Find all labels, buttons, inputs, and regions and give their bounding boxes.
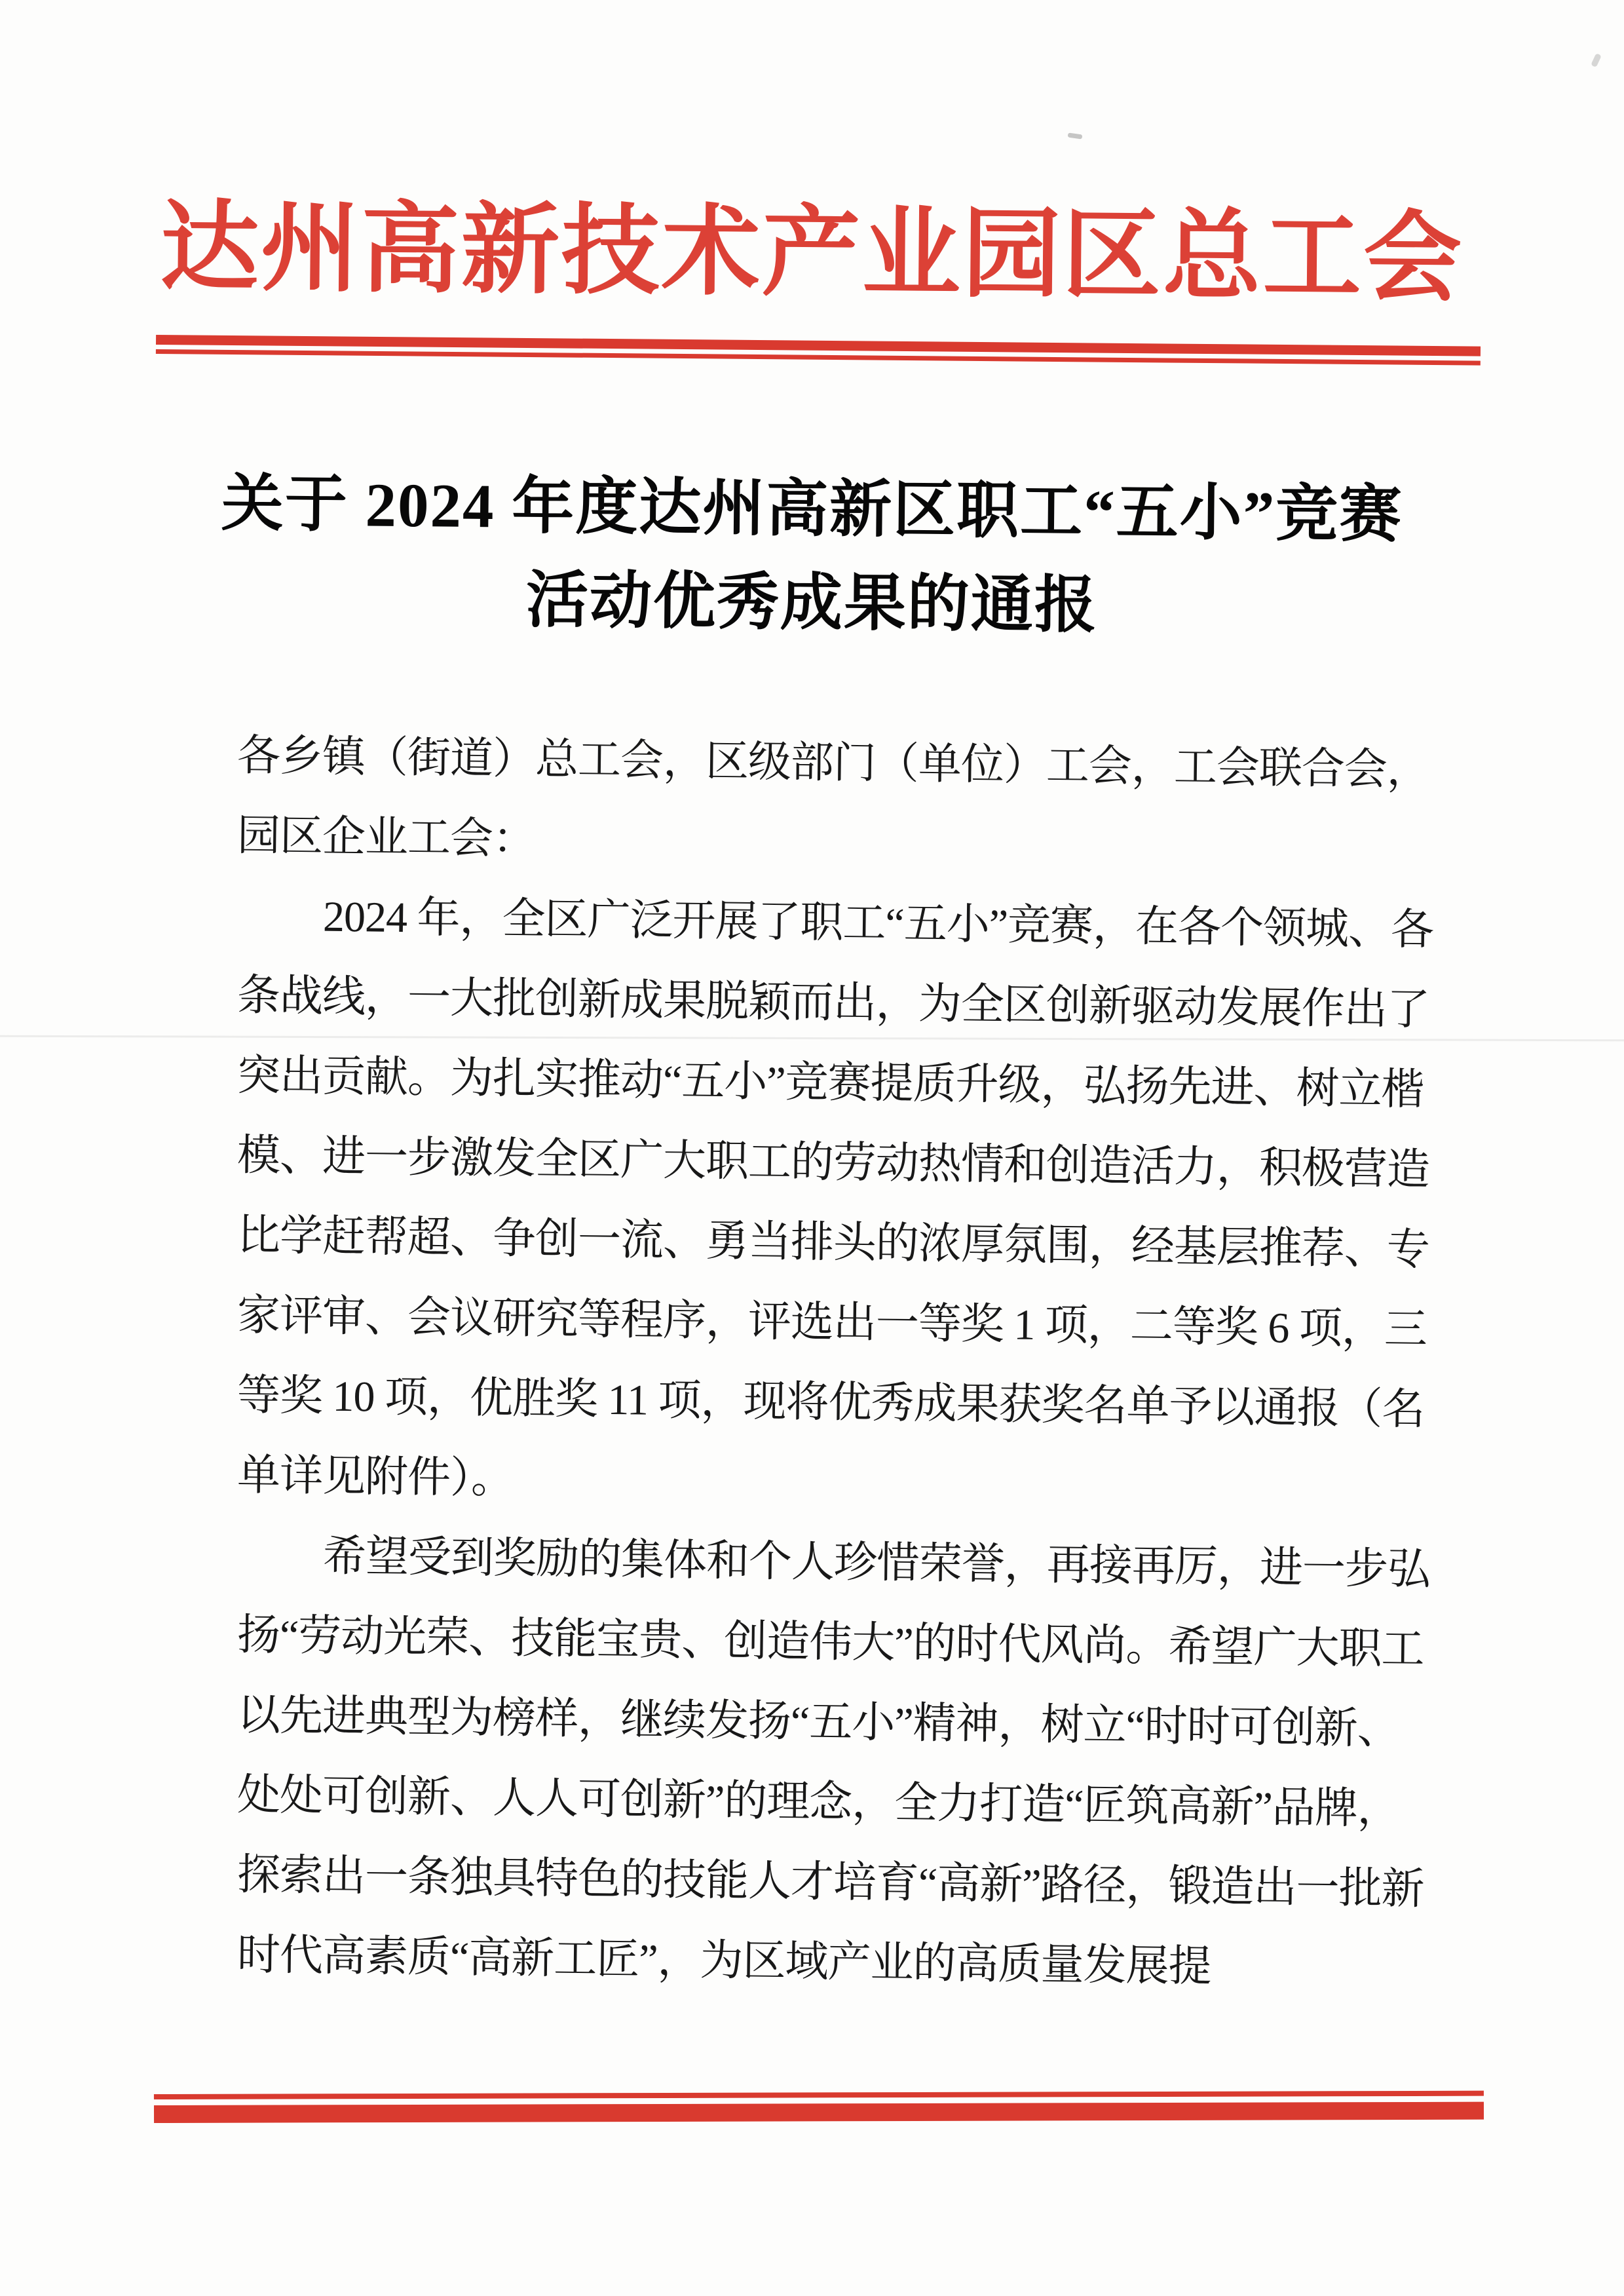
body-line: 园区企业工会： xyxy=(236,812,536,864)
notice-title-line2: 活动优秀成果的通报 xyxy=(525,565,1099,641)
rule-bar-thick xyxy=(154,2102,1484,2123)
scan-speck xyxy=(1591,53,1602,67)
body-line: 希望受到奖励的集体和个人珍惜荣誉，再接再厉，进一步弘 xyxy=(322,1532,1431,1594)
body-line: 探索出一条独具特色的技能人才培育“高新”路径，锻造出一批新 xyxy=(236,1851,1424,1914)
body-line: 以先进典型为榜样，继续发扬“五小”精神，树立“时时可创新、 xyxy=(236,1691,1401,1753)
letterhead-org-name: 达州高新技术产业园区总工会 xyxy=(160,193,1464,314)
body-line: 家评审、会议研究等程序，评选出一等奖 1 项，二等奖 6 项，三 xyxy=(236,1292,1427,1354)
notice-title xyxy=(0,463,1624,650)
body-line: 扬“劳动光荣、技能宝贵、创造伟大”的时代风尚。希望广大职工 xyxy=(236,1611,1424,1674)
body-line: 条战线，一大批创新成果脱颖而出，为全区创新驱动发展作出了 xyxy=(236,972,1430,1035)
body-line: 处处可创新、人人可创新”的理念，全力打造“匠筑高新”品牌， xyxy=(236,1771,1401,1833)
letterhead-double-rule xyxy=(156,335,1481,366)
body-line: 各乡镇（街道）总工会，区级部门（单位）工会，工会联合会， xyxy=(236,732,1430,795)
body-line: 单详见附件）。 xyxy=(236,1451,514,1503)
footer-double-rule xyxy=(154,2091,1484,2123)
body-line: 模、进一步激发全区广大职工的劳动热情和创造活力，积极营造 xyxy=(236,1132,1430,1195)
notice-body xyxy=(236,716,1434,1995)
notice-title-line1: 关于 2024 年度达州高新区职工“五小”竞赛 xyxy=(221,469,1403,550)
body-line: 等奖 10 项，优胜奖 11 项，现将优秀成果获奖名单予以通报（名 xyxy=(236,1371,1425,1434)
body-line: 2024 年，全区广泛开展了职工“五小”竞赛，在各个领城、各 xyxy=(322,892,1434,955)
scan-speck xyxy=(1068,133,1083,140)
body-line: 突出贡献。为扎实推动“五小”竞赛提质升级，弘扬先进、树立楷 xyxy=(236,1052,1424,1115)
body-line: 时代高素质“高新工匠”，为区域产业的高质量发展提 xyxy=(236,1931,1211,1991)
body-line: 比学赶帮超、争创一流、勇当排头的浓厚氛围，经基层推荐、专 xyxy=(236,1212,1430,1274)
